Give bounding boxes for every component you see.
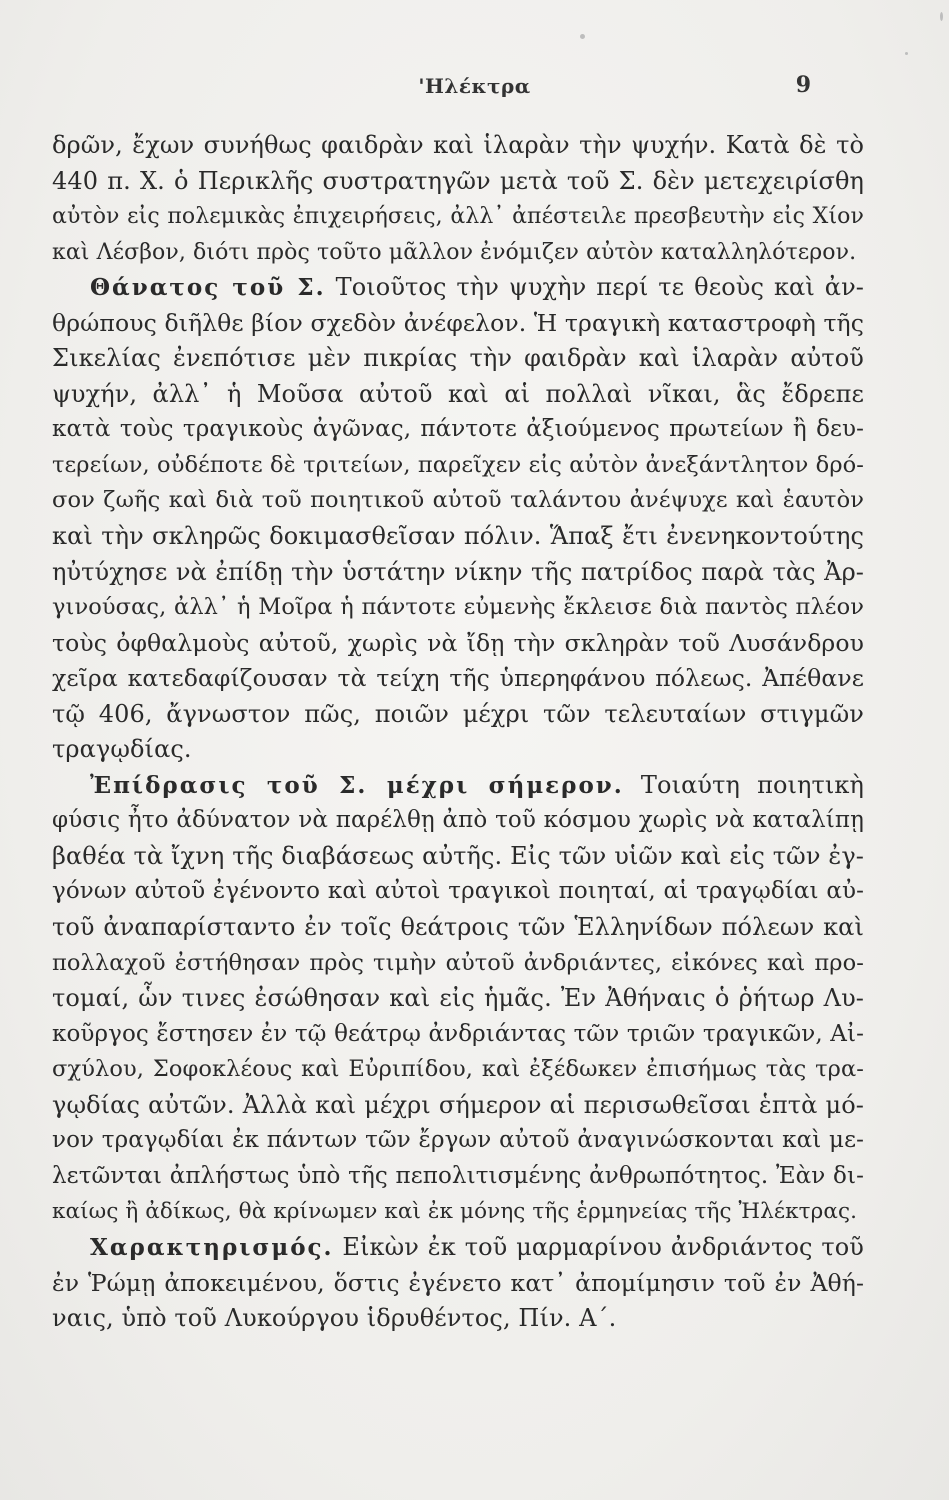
line-text: νον τραγῳδίαι ἐκ πάντων τῶν ἔργων αὐτοῦ ἀναγινώσκονται καὶ με- <box>52 1127 864 1154</box>
page-number: 9 <box>795 72 811 98</box>
line-text: 440 π. Χ. ὁ Περικλῆς συστρατηγῶν μετὰ τοῦ Σ. δὲν μετεχειρίσθη <box>52 166 864 195</box>
text-line <box>52 448 864 484</box>
text-line <box>52 519 864 555</box>
text-line <box>52 412 864 448</box>
text-line <box>52 1088 864 1124</box>
text-line <box>52 555 864 591</box>
text-line <box>52 306 864 342</box>
paper-speck <box>940 12 943 21</box>
line-text: κοῦργος ἔστησεν ἐν τῷ θεάτρῳ ἀνδριάντας τῶν τριῶν τραγικῶν, Αἰ- <box>52 1020 864 1047</box>
text-line <box>52 803 864 839</box>
line-text: φύσις ἦτο ἀδύνατον νὰ παρέλθῃ ἀπὸ τοῦ κόσμου χωρὶς νὰ καταλίπῃ <box>52 807 864 834</box>
section-heading-line <box>52 270 864 306</box>
text-line <box>52 483 864 519</box>
text-line <box>52 341 864 377</box>
line-text: Εἰκὼν ἐκ τοῦ μαρμαρίνου ἀνδριάντος τοῦ <box>333 1232 864 1261</box>
section-heading: Θάνατος τοῦ Σ. <box>90 274 326 302</box>
text-line <box>52 590 864 626</box>
line-text: Τοιοῦτος τὴν ψυχὴν περί τε θεοὺς καὶ ἀν- <box>325 273 864 302</box>
line-text: τερείων, οὐδέποτε δὲ τριτείων, παρεῖχεν εἰς αὐτὸν ἀνεξάντλητον δρό- <box>52 451 864 478</box>
text-line <box>52 1301 864 1337</box>
line-text: ψυχήν, ἀλλ᾽ ἡ Μοῦσα αὐτοῦ καὶ αἱ πολλαὶ νῖκαι, ἃς ἔδρεπε <box>52 379 864 408</box>
line-text: τομαί, ὧν τινες ἐσώθησαν καὶ εἰς ἡμᾶς. Ἐν Ἀθήναις ὁ ῥήτωρ Λυ- <box>52 984 864 1013</box>
text-line <box>52 164 864 200</box>
line-text: γῳδίας αὐτῶν. Ἀλλὰ καὶ μέχρι σήμερον αἱ περισωθεῖσαι ἑπτὰ μό- <box>52 1090 864 1119</box>
text-line <box>52 1194 864 1230</box>
line-text: ηὐτύχησε νὰ ἐπίδῃ τὴν ὑστάτην νίκην τῆς πατρίδος παρὰ τὰς Ἀρ- <box>52 557 864 586</box>
text-line <box>52 1266 864 1302</box>
text-line <box>52 910 864 946</box>
line-text: καὶ τὴν σκληρῶς δοκιμασθεῖσαν πόλιν. Ἅπαξ ἔτι ἐνενηκοντούτης <box>52 522 864 551</box>
section-heading: Ἐπίδρασις τοῦ Σ. μέχρι σήμερον. <box>90 771 624 799</box>
line-text: σον ζωῆς καὶ διὰ τοῦ ποιητικοῦ αὐτοῦ ταλάντου ἀνέψυχε καὶ ἑαυτὸν <box>52 487 864 514</box>
line-text: ἐν Ῥώμῃ ἀποκειμένου, ὅστις ἐγένετο κατ᾽ ἀπομίμησιν τοῦ ἐν Ἀθή- <box>52 1268 864 1297</box>
line-text: τῷ 406, ἄγνωστον πῶς, ποιῶν μέχρι τῶν τελευταίων στιγμῶν <box>52 699 864 728</box>
line-text: δρῶν, ἔχων συνήθως φαιδρὰν καὶ ἱλαρὰν τὴν ψυχήν. Κατὰ δὲ τὸ <box>52 131 864 159</box>
text-line <box>52 1017 864 1053</box>
text-line <box>52 839 864 875</box>
text-line <box>52 377 864 413</box>
text-line <box>52 874 864 910</box>
line-text: τραγῳδίας. <box>52 735 192 764</box>
text-line <box>52 697 864 733</box>
running-head <box>0 74 949 104</box>
line-text: τοὺς ὀφθαλμοὺς αὐτοῦ, χωρὶς νὰ ἴδῃ τὴν σκληρὰν τοῦ Λυσάνδρου <box>52 628 864 657</box>
line-text: καίως ἢ ἀδίκως, θὰ κρίνωμεν καὶ ἐκ μόνης τῆς ἑρμηνείας τῆς Ἠλέκτρας. <box>52 1199 858 1225</box>
line-text: καὶ Λέσβον, διότι πρὸς τοῦτο μᾶλλον ἐνόμιζεν αὐτὸν καταλληλότερον. <box>52 239 857 265</box>
paper-speck <box>580 34 585 39</box>
text-line <box>52 732 864 768</box>
text-line <box>52 626 864 662</box>
section-heading-line <box>52 768 864 804</box>
text-line <box>52 981 864 1017</box>
text-line <box>52 1159 864 1195</box>
line-text: αὐτὸν εἰς πολεμικὰς ἐπιχειρήσεις, ἀλλ᾽ ἀπέστειλε πρεσβευτὴν εἰς Χίον <box>52 204 864 230</box>
text-line <box>52 946 864 982</box>
text-line <box>52 1123 864 1159</box>
text-line <box>52 128 864 164</box>
line-text: πολλαχοῦ ἐστήθησαν πρὸς τιμὴν αὐτοῦ ἀνδριάντες, εἰκόνες καὶ προ- <box>52 949 864 976</box>
line-text: τοῦ ἀναπαρίσταντο ἐν τοῖς θεάτροις τῶν Ἑλληνίδων πόλεων καὶ <box>52 913 864 942</box>
line-text: σχύλου, Σοφοκλέους καὶ Εὐριπίδου, καὶ ἐξέδωκεν ἐπισήμως τὰς τρα- <box>52 1056 864 1083</box>
section-heading: Χαρακτηρισμός. <box>90 1233 334 1261</box>
text-line <box>52 1052 864 1088</box>
text-line <box>52 199 864 235</box>
line-text: χεῖρα κατεδαφίζουσαν τὰ τείχη τῆς ὑπερηφάνου πόλεως. Ἀπέθανε <box>52 664 864 693</box>
body-text <box>52 128 864 1337</box>
line-text: λετῶνται ἀπλήστως ὑπὸ τῆς πεπολιτισμένης ἀνθρωπότητος. Ἐὰν δι- <box>52 1162 864 1189</box>
line-text: Σικελίας ἐνεπότισε μὲν πικρίας τὴν φαιδρὰν καὶ ἱλαρὰν αὐτοῦ <box>52 344 864 373</box>
section-heading-line <box>52 1230 864 1266</box>
line-text: θρώπους διῆλθε βίον σχεδὸν ἀνέφελον. Ἡ τραγικὴ καταστροφὴ τῆς <box>52 308 864 337</box>
line-text: Τοιαύτη ποιητικὴ <box>623 770 864 799</box>
text-line <box>52 235 864 271</box>
text-line <box>52 661 864 697</box>
paper-speck <box>905 52 908 55</box>
line-text: κατὰ τοὺς τραγικοὺς ἀγῶνας, πάντοτε ἀξιούμενος πρωτείων ἢ δευ- <box>52 416 864 443</box>
line-text: ναις, ὑπὸ τοῦ Λυκούργου ἱδρυθέντος, Πίν. Α΄. <box>52 1304 617 1333</box>
running-title: 'Ηλέκτρα <box>418 74 531 98</box>
line-text: γόνων αὐτοῦ ἐγένοντο καὶ αὐτοὶ τραγικοὶ ποιηταί, αἱ τραγῳδίαι αὐ- <box>52 878 864 905</box>
line-text: βαθέα τὰ ἴχνη τῆς διαβάσεως αὐτῆς. Εἰς τῶν υἱῶν καὶ εἰς τῶν ἐγ- <box>52 841 864 870</box>
line-text: γινούσας, ἀλλ᾽ ἡ Μοῖρα ἡ πάντοτε εὐμενὴς ἔκλεισε διὰ παντὸς πλέον <box>52 594 864 621</box>
